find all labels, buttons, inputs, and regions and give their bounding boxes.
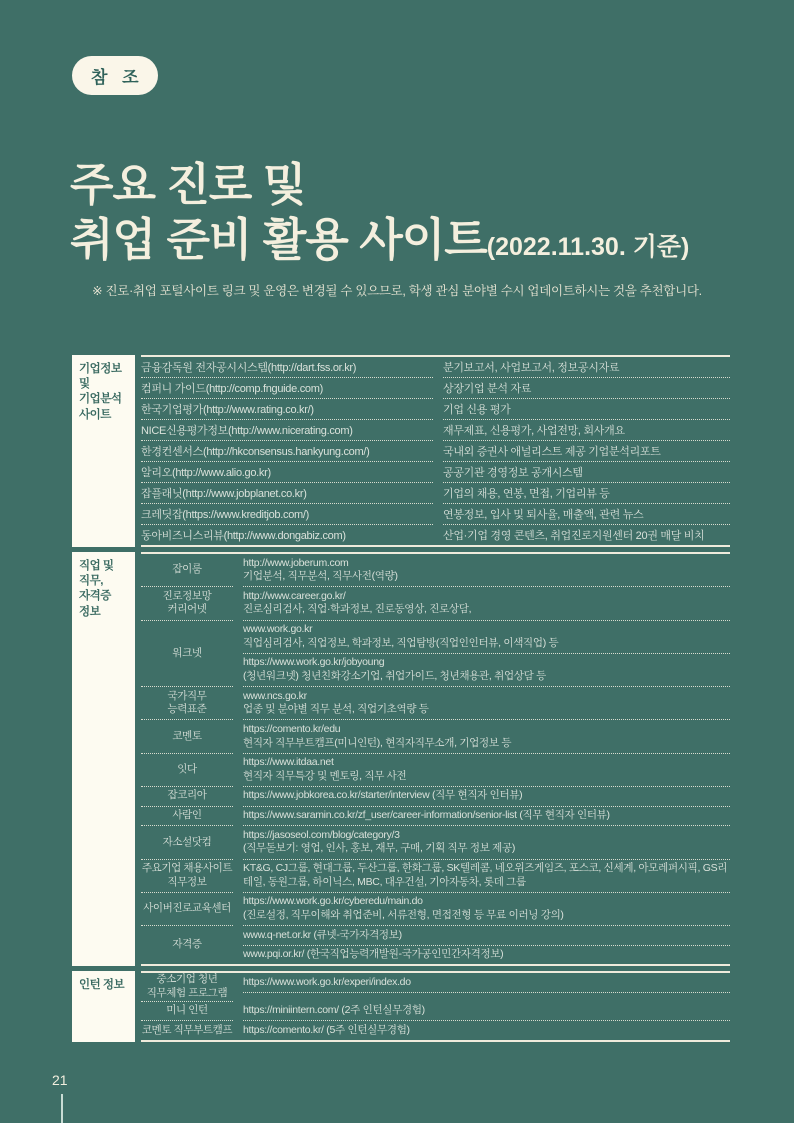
row-sublabel-line: 잡코리아 bbox=[167, 789, 207, 802]
row-entry bbox=[243, 621, 730, 654]
row-sublabel-line: 잡이룸 bbox=[172, 563, 202, 576]
site-cell: 크레딧잡(https://www.kreditjob.com/) bbox=[141, 504, 433, 525]
site-cell: NICE신용평가정보(http://www.nicerating.com) bbox=[141, 420, 433, 441]
site-cell: 금융감독원 전자공시시스템(http://dart.fss.or.kr) bbox=[141, 357, 433, 378]
entry-url: https://www.work.go.kr/experi/index.do bbox=[243, 975, 411, 988]
entry-url: www.pqi.or.kr/ (한국직업능력개발원-국가공인민간자격정보) bbox=[243, 948, 504, 961]
entry-url: https://www.jobkorea.co.kr/starter/interview (직무 현직자 인터뷰) bbox=[243, 789, 523, 802]
row-entry bbox=[243, 554, 730, 587]
table-row bbox=[141, 357, 730, 378]
row-entries bbox=[243, 587, 730, 620]
table-row bbox=[141, 754, 730, 787]
row-sublabel bbox=[141, 973, 233, 1001]
section-label-line: 직업 및 bbox=[79, 560, 114, 572]
description-cell: 연봉정보, 입사 및 퇴사율, 매출액, 관련 뉴스 bbox=[443, 504, 730, 525]
entry-url: https://comento.kr/edu bbox=[243, 722, 341, 735]
entry-url: https://miniintern.com/ (2주 인턴실무경험) bbox=[243, 1004, 425, 1017]
row-entries bbox=[243, 1002, 730, 1022]
row-sublabel-line: 국가직무 bbox=[167, 689, 207, 702]
row-entries bbox=[243, 926, 730, 964]
site-cell: 동아비즈니스리뷰(http://www.dongabiz.com) bbox=[141, 530, 346, 542]
table-row bbox=[141, 687, 730, 720]
site-cell: 한국기업평가(http://www.rating.co.kr/) bbox=[141, 399, 433, 420]
entry-description: (청년워크넷) 청년친화강소기업, 취업가이드, 청년채용관, 취업상담 등 bbox=[243, 669, 546, 682]
row-sublabel bbox=[141, 1021, 233, 1040]
row-sublabel bbox=[141, 926, 233, 964]
row-sublabel-line: 커리어넷 bbox=[167, 603, 207, 616]
row-sublabel-line: 사람인 bbox=[172, 809, 202, 822]
table-row bbox=[141, 893, 730, 926]
description-cell: 분기보고서, 사업보고서, 정보공시자료 bbox=[443, 357, 730, 378]
section-label-line: 기업분석 bbox=[79, 393, 122, 406]
row-entries bbox=[243, 687, 730, 720]
table-row bbox=[141, 462, 730, 483]
row-sublabel bbox=[141, 1002, 233, 1022]
table-row bbox=[141, 787, 730, 807]
entry-url: KT&G, CJ그룹, 현대그룹, 두산그룹, 한화그룹, SK텔레콤, 네오위즈게임즈, 포스코, 신세계, 아모레퍼시픽, GS리테일, 동원그룹, 하이닉스, MBC, 대우건설, 기아자동차, 롯데 그룹 bbox=[243, 862, 728, 888]
entry-description: 직업심리검사, 직업정보, 학과정보, 직업탐방(직업인인터뷰, 이색직업) 등 bbox=[243, 636, 559, 649]
table-row bbox=[141, 399, 730, 420]
row-sublabel bbox=[141, 720, 233, 753]
section-label bbox=[72, 355, 135, 547]
section-label-line: 정보 bbox=[79, 605, 101, 618]
row-entry bbox=[243, 654, 730, 687]
description-cell: 재무제표, 신용평가, 사업전망, 회사개요 bbox=[443, 420, 730, 441]
table-row bbox=[141, 1002, 730, 1022]
section-label-line: 직무, bbox=[79, 575, 103, 588]
row-sublabel-line: 주요기업 채용사이트 bbox=[141, 862, 233, 875]
sites-table bbox=[72, 355, 730, 1047]
row-sublabel-line: 잇다 bbox=[177, 763, 197, 775]
row-entries bbox=[243, 787, 730, 807]
row-entry bbox=[243, 860, 730, 893]
site-cell: 알리오(http://www.alio.go.kr) bbox=[141, 462, 433, 483]
entry-description: (직무돋보기: 영업, 인사, 홍보, 재무, 구매, 기획 직무 정보 제공) bbox=[243, 842, 516, 855]
row-sublabel bbox=[141, 807, 233, 827]
row-entry bbox=[243, 973, 730, 993]
entry-description: 기업분석, 직무분석, 직무사전(역량) bbox=[243, 570, 398, 583]
table-row bbox=[141, 525, 730, 545]
row-sublabel-line: 코멘토 bbox=[172, 729, 202, 742]
description-cell: 기업의 채용, 연봉, 면접, 기업리뷰 등 bbox=[443, 483, 730, 504]
entry-url: https://www.itdaa.net bbox=[243, 756, 334, 769]
row-sublabel bbox=[141, 754, 233, 787]
page-title-line1: 주요 진로 및 bbox=[70, 159, 306, 210]
row-entries bbox=[243, 720, 730, 753]
table-row bbox=[141, 926, 730, 964]
row-entry bbox=[243, 826, 730, 859]
table-row bbox=[141, 720, 730, 753]
row-sublabel bbox=[141, 787, 233, 807]
section-label-line: 사이트 bbox=[79, 408, 111, 421]
entry-url: https://jasoseol.com/blog/category/3 bbox=[243, 828, 400, 841]
row-sublabel-line: 능력표준 bbox=[167, 703, 207, 716]
row-sublabel bbox=[141, 687, 233, 720]
entry-url: www.ncs.go.kr bbox=[243, 689, 307, 702]
description-cell: 산업·기업 경영 콘텐츠, 취업진로지원센터 20권 매달 비치 bbox=[443, 530, 705, 542]
row-entries bbox=[243, 621, 730, 688]
description-cell: 공공기관 경영정보 공개시스템 bbox=[443, 462, 730, 483]
row-sublabel-line: 자격증 bbox=[172, 938, 202, 951]
section-content bbox=[141, 355, 730, 547]
row-sublabel-line: 사이버진로교육센터 bbox=[143, 902, 231, 915]
section-label bbox=[72, 552, 135, 966]
section-label-line: 자격증 bbox=[79, 590, 111, 603]
entry-url: http://www.career.go.kr/ bbox=[243, 589, 346, 602]
row-sublabel-line: 직무체험 프로그램 bbox=[146, 987, 228, 1000]
table-row bbox=[141, 420, 730, 441]
entry-description: 현직자 직무특강 및 멘토링, 직무 사전 bbox=[243, 769, 407, 782]
section-label bbox=[72, 971, 135, 1042]
row-sublabel-line: 자소설닷컴 bbox=[162, 835, 212, 848]
entry-url: https://comento.kr/ (5주 인턴실무경험) bbox=[243, 1023, 410, 1036]
page-number-rule bbox=[61, 1094, 63, 1123]
entry-url: www.work.go.kr bbox=[243, 623, 313, 636]
row-sublabel-line: 미니 인턴 bbox=[166, 1004, 208, 1017]
row-entry bbox=[243, 893, 730, 926]
page-title bbox=[70, 158, 689, 268]
entry-url: www.q-net.or.kr (큐넷-국가자격정보) bbox=[243, 928, 402, 941]
row-sublabel bbox=[141, 621, 233, 688]
row-entry bbox=[243, 587, 730, 620]
table-row bbox=[141, 807, 730, 827]
entry-description: (진로설정, 직무이해와 취업준비, 서류전형, 면접전형 등 무료 이러닝 강의) bbox=[243, 908, 564, 921]
row-sublabel-line: 진로정보망 bbox=[162, 589, 212, 602]
description-cell: 국내외 증권사 애널리스트 제공 기업분석리포트 bbox=[443, 441, 730, 462]
table-row bbox=[141, 483, 730, 504]
table-row bbox=[141, 504, 730, 525]
entry-description: 업종 및 분야별 직무 분석, 직업기초역량 등 bbox=[243, 703, 429, 716]
description-cell: 기업 신용 평가 bbox=[443, 399, 730, 420]
entry-url: https://www.work.go.kr/jobyoung bbox=[243, 656, 385, 669]
table-section bbox=[72, 971, 730, 1042]
row-sublabel-line: 직무정보 bbox=[167, 875, 207, 888]
row-sublabel bbox=[141, 860, 233, 893]
row-entries bbox=[243, 754, 730, 787]
row-entry bbox=[243, 946, 730, 965]
row-entry bbox=[243, 1002, 730, 1022]
row-entries bbox=[243, 807, 730, 827]
entry-url: http://www.joberum.com bbox=[243, 556, 349, 569]
row-entries bbox=[243, 826, 730, 859]
table-section bbox=[72, 552, 730, 966]
row-sublabel bbox=[141, 893, 233, 926]
reference-badge: 참 조 bbox=[72, 56, 158, 95]
table-row bbox=[141, 1021, 730, 1040]
table-row bbox=[141, 587, 730, 620]
entry-url: https://www.saramin.co.kr/zf_user/career-information/senior-list (직무 현직자 인터뷰) bbox=[243, 809, 610, 822]
row-entries bbox=[243, 1021, 730, 1040]
row-entry bbox=[243, 926, 730, 946]
row-entries bbox=[243, 860, 730, 893]
section-label-line: 및 bbox=[79, 378, 90, 391]
row-entries bbox=[243, 554, 730, 587]
table-row bbox=[141, 973, 730, 1001]
table-row bbox=[141, 554, 730, 587]
title-date-suffix: (2022.11.30. 기준) bbox=[486, 232, 690, 261]
table-row bbox=[141, 621, 730, 688]
row-sublabel bbox=[141, 554, 233, 587]
table-row bbox=[141, 378, 730, 399]
table-row bbox=[141, 826, 730, 859]
page-title-line2: 취업 준비 활용 사이트(2022.11.30. 기준) bbox=[70, 213, 690, 265]
row-sublabel bbox=[141, 587, 233, 620]
page-number: 21 bbox=[52, 1072, 68, 1088]
site-cell: 잡플래닛(http://www.jobplanet.co.kr) bbox=[141, 483, 433, 504]
row-sublabel-line: 코멘토 직무부트캠프 bbox=[141, 1023, 233, 1036]
entry-description: 현직자 직무부트캠프(미니인턴), 현직자직무소개, 기업정보 등 bbox=[243, 736, 512, 749]
table-row bbox=[141, 441, 730, 462]
entry-url: https://www.work.go.kr/cyberedu/main.do bbox=[243, 895, 423, 908]
entry-description: 진로심리검사, 직업·학과정보, 진로동영상, 진로상담, bbox=[243, 603, 472, 616]
page-note: ※ 진로·취업 포털사이트 링크 및 운영은 변경될 수 있으므로, 학생 관심 분야별 수시 업데이트하시는 것을 추천합니다. bbox=[92, 284, 702, 298]
row-entries bbox=[243, 973, 730, 1001]
row-sublabel-line: 중소기업 청년 bbox=[156, 973, 218, 986]
row-entry bbox=[243, 1021, 730, 1040]
table-row bbox=[141, 860, 730, 893]
row-entry bbox=[243, 807, 730, 827]
row-entry bbox=[243, 754, 730, 787]
site-cell: 한경컨센서스(http://hkconsensus.hankyung.com/) bbox=[141, 441, 433, 462]
section-content bbox=[141, 552, 730, 966]
section-label-line: 인턴 정보 bbox=[79, 979, 125, 992]
row-sublabel-line: 워크넷 bbox=[172, 646, 202, 659]
section-label-line: 기업정보 bbox=[79, 363, 122, 375]
row-entries bbox=[243, 893, 730, 926]
row-entry bbox=[243, 720, 730, 753]
section-content bbox=[141, 971, 730, 1042]
row-entry bbox=[243, 787, 730, 807]
row-entry bbox=[243, 687, 730, 720]
row-sublabel bbox=[141, 826, 233, 859]
table-section bbox=[72, 355, 730, 547]
description-cell: 상장기업 분석 자료 bbox=[443, 378, 730, 399]
site-cell: 컴퍼니 가이드(http://comp.fnguide.com) bbox=[141, 378, 433, 399]
